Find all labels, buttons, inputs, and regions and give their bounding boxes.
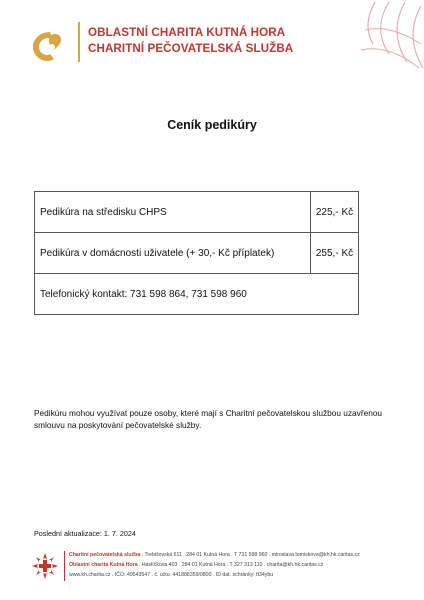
- price-table: [34, 191, 359, 315]
- organization-name: OBLASTNÍ CHARITA KUTNÁ HORA: [88, 26, 286, 39]
- letterhead: [0, 0, 424, 80]
- footer-line-registry: www.kh.charita.cz . IČO: 49543547 . č. účtu: 441888359/0800 . ID dat. schránky: ft34ybu: [69, 572, 274, 578]
- service-name: CHARITNÍ PEČOVATELSKÁ SLUŽBA: [88, 42, 294, 55]
- table-row: [35, 233, 359, 274]
- contact-cell: Telefonický kontakt: 731 598 864, 731 598 960: [35, 274, 359, 315]
- footer-organization-details: . Havlíčkova 403 . 284 01 Kutná Hora . T 327 313 110 . charita@kh.hk.caritas.cz: [137, 562, 324, 568]
- footer-line-service: [69, 550, 360, 560]
- price-cell: 225,- Kč: [311, 192, 359, 233]
- footer-line-organization: [69, 560, 360, 570]
- last-updated: Poslední aktualizace: 1. 7. 2024: [34, 529, 136, 538]
- footer-divider: [64, 551, 65, 581]
- charita-heart-logo-icon: [30, 28, 70, 64]
- table-row: [35, 192, 359, 233]
- page-title: Ceník pedikúry: [167, 118, 257, 132]
- eligibility-note: Pedikúru mohou využívat pouze osoby, které mají s Charitní pečovatelskou službou uzavřenou smlouvu na poskytování pečovatelské služby.: [34, 408, 383, 430]
- logo-divider: [78, 22, 80, 62]
- footer-organization-name: Oblastní charita Kutná Hora: [69, 562, 138, 568]
- caritas-cross-logo-icon: [30, 551, 60, 581]
- price-cell: 255,- Kč: [311, 233, 359, 274]
- footer-service-details: . Trebišovská 611 . 284 01 Kutná Hora . T 731 598 960 . miroslava.tomiskova@kh.hk.caritas.cz: [140, 552, 360, 558]
- footer-service-name: Charitní pečovatelská služba: [69, 552, 141, 558]
- footer-contacts: [69, 550, 360, 580]
- table-row: [35, 274, 359, 315]
- decorative-lines-icon: [355, 0, 424, 72]
- service-cell: Pedikúra na středisku CHPS: [35, 192, 311, 233]
- service-cell: Pedikúra v domácnosti uživatele (+ 30,- Kč příplatek): [35, 233, 311, 274]
